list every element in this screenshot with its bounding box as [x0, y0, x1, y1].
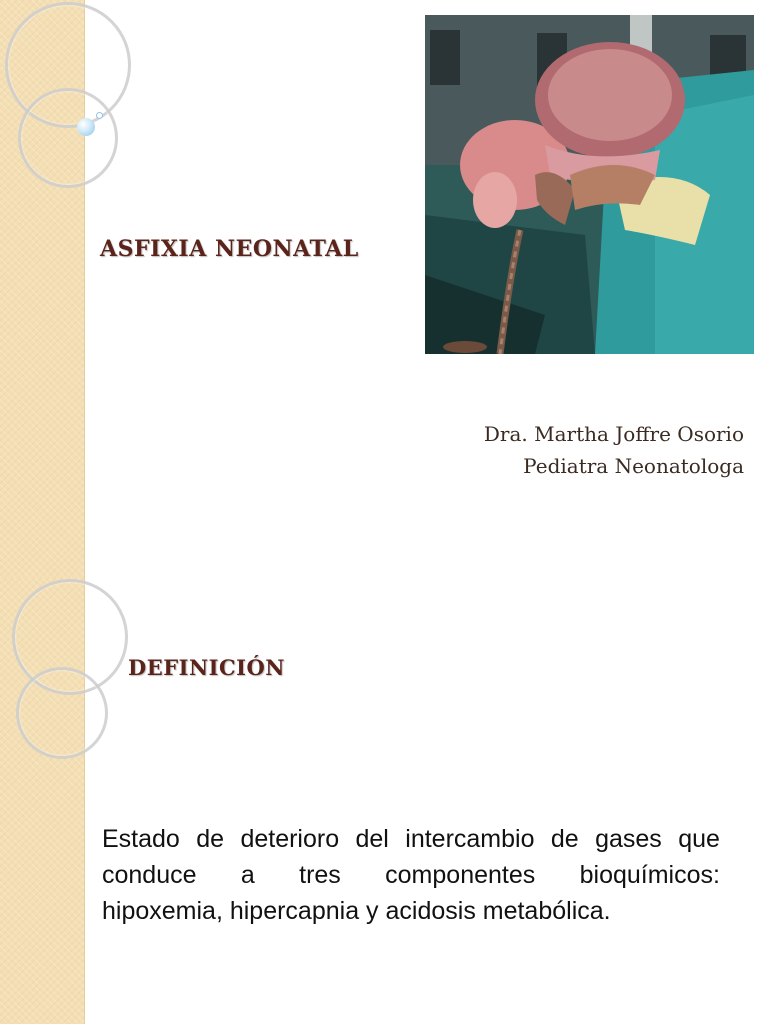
newborn-delivery-photo: [425, 15, 754, 354]
decorative-ring: [16, 667, 108, 759]
paragraph-word: del: [355, 825, 389, 853]
definition-slide: [0, 577, 768, 1024]
paragraph-line: [102, 857, 720, 893]
decorative-bubble-small: [96, 112, 103, 119]
paragraph-line: [102, 821, 720, 857]
author-role: Pediatra Neonatologa: [523, 454, 744, 478]
section-title: DEFINICIÓN: [128, 655, 285, 680]
presentation-title: ASFIXIA NEONATAL: [100, 236, 359, 262]
paragraph-word: tres: [299, 861, 341, 889]
paragraph-word: conduce: [102, 861, 197, 889]
decorative-side-strip: [0, 577, 85, 1024]
decorative-bubble: [77, 118, 95, 136]
decorative-ring: [18, 88, 118, 188]
paragraph-word: intercambio: [405, 825, 535, 853]
paragraph-word: hipoxemia, hipercapnia y acidosis metabólica.: [102, 897, 611, 925]
paragraph-word: deterioro: [240, 825, 340, 853]
paragraph-line: [102, 893, 720, 929]
paragraph-word: a: [240, 861, 255, 889]
decorative-side-strip: [0, 0, 85, 577]
paragraph-word: que: [678, 825, 720, 853]
author-name: Dra. Martha Joffre Osorio: [483, 422, 744, 446]
author-block: [484, 418, 744, 482]
paragraph-word: de: [550, 825, 579, 853]
paragraph-word: componentes: [385, 861, 536, 889]
paragraph-word: gases: [595, 825, 662, 853]
paragraph-word: de: [196, 825, 225, 853]
paragraph-word: Estado: [102, 825, 180, 853]
paragraph-word: bioquímicos:: [579, 861, 720, 889]
definition-paragraph: [102, 821, 720, 929]
